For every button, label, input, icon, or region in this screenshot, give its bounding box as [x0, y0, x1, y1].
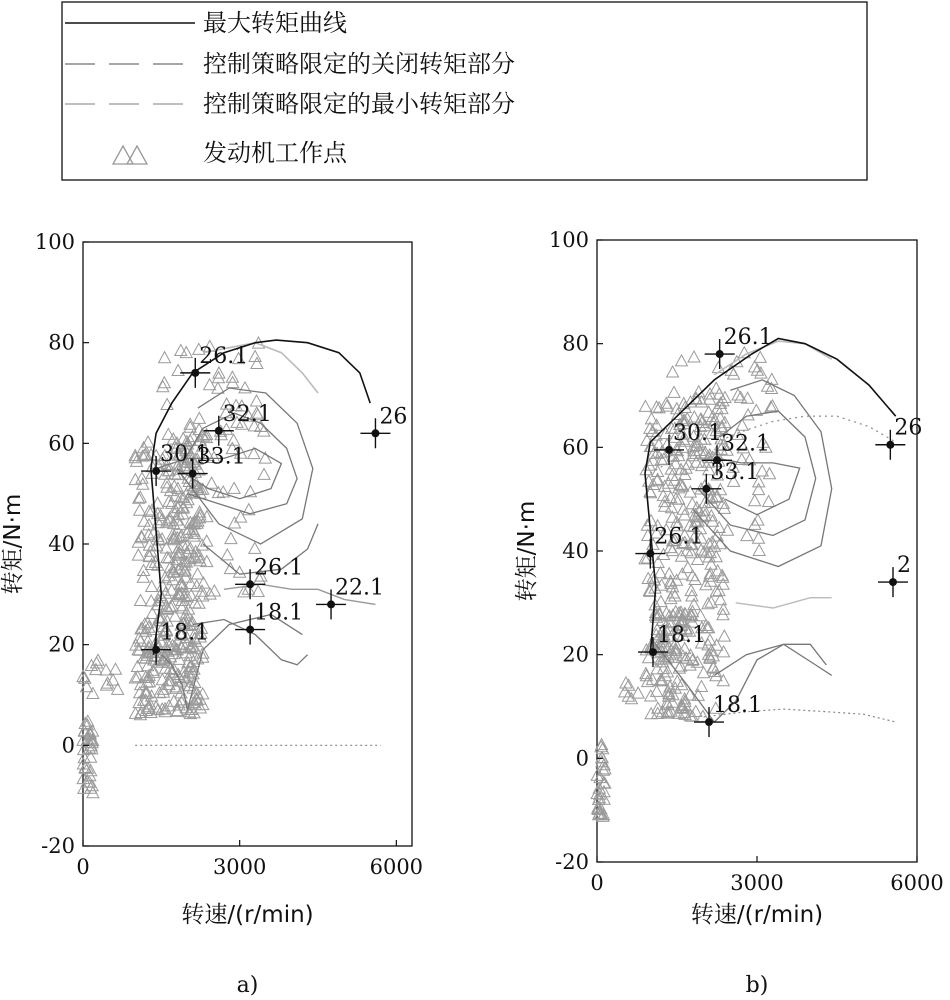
subplot-label: b) [745, 973, 769, 998]
operating-point [134, 504, 146, 515]
y-tick-label: 80 [48, 330, 75, 355]
marker-dot [246, 580, 254, 588]
x-tick-label: 0 [590, 871, 604, 895]
operating-point [87, 688, 99, 699]
marker-label: 33.1 [710, 459, 760, 485]
legend-label-min-torque: 控制策略限定的最小转矩部分 [203, 90, 515, 118]
marker-dot [665, 446, 673, 454]
marker-dot [246, 626, 254, 634]
marker-label: 26.1 [199, 343, 249, 369]
operating-point [102, 677, 114, 688]
operating-point [661, 666, 673, 677]
y-tick-label: -20 [41, 834, 75, 858]
marker-label: 18.1 [713, 693, 762, 719]
operating-point [763, 496, 775, 507]
operating-point [251, 358, 263, 369]
operating-point [703, 406, 715, 417]
marker-dot [371, 429, 379, 437]
marker-label: 2 [897, 553, 911, 579]
operating-point [193, 412, 205, 423]
operating-points [591, 347, 778, 822]
y-tick-label: 0 [61, 733, 75, 758]
y-axis-title: 转矩/N·m [514, 500, 540, 602]
legend-label-max-torque: 最大转矩曲线 [203, 9, 347, 37]
operating-point [667, 366, 679, 377]
y-tick-label: 20 [562, 642, 589, 667]
operating-point [208, 585, 220, 596]
y-tick-label: -20 [555, 850, 589, 874]
operating-point [668, 386, 680, 397]
y-tick-label: 80 [562, 331, 589, 356]
operating-point [228, 482, 240, 493]
operating-point [159, 352, 171, 363]
y-tick-label: 60 [48, 431, 75, 456]
operating-point [135, 595, 147, 606]
y-tick-label: 40 [48, 532, 75, 556]
legend-label-operating-points: 发动机工作点 [203, 139, 347, 167]
operating-point [192, 568, 204, 579]
operating-point [639, 400, 651, 411]
operating-point [742, 392, 754, 403]
marker-label: 26.1 [254, 555, 304, 581]
operating-point [753, 484, 765, 495]
operating-point [749, 495, 761, 506]
marker-dot [716, 350, 724, 358]
marker-dot [702, 485, 710, 493]
operating-point [753, 545, 765, 556]
operating-point [685, 585, 697, 596]
x-tick-label: 0 [76, 855, 90, 879]
operating-point [132, 549, 144, 560]
marker-dot [189, 470, 197, 478]
subplot-label: a) [236, 973, 259, 998]
x-axis-title: 转速/(r/min) [690, 902, 824, 928]
marker-dot [886, 441, 894, 449]
operating-point [212, 382, 224, 393]
marker-dot [889, 578, 897, 586]
operating-point [258, 468, 270, 479]
marker-label: 18.1 [160, 620, 210, 646]
y-tick-label: 60 [562, 435, 589, 460]
plot-frame [83, 242, 412, 846]
marker-label: 18.1 [657, 623, 706, 649]
legend [62, 2, 867, 180]
operating-point [201, 556, 213, 567]
y-tick-label: 100 [34, 230, 75, 254]
y-tick-label: 100 [548, 228, 589, 252]
operating-point [712, 362, 724, 373]
marker-label: 26 [379, 404, 408, 430]
marker-label: 32.1 [721, 431, 770, 457]
operating-point [252, 586, 264, 597]
marker-dot [705, 718, 713, 726]
operating-point [688, 351, 700, 362]
marker-dot [646, 550, 654, 558]
operating-point [225, 533, 237, 544]
operating-point [754, 351, 766, 362]
marker-dot [327, 600, 335, 608]
y-tick-label: 20 [48, 632, 75, 657]
operating-point [140, 448, 152, 459]
marker-label: 26.1 [654, 524, 704, 550]
mid-torque-line [736, 598, 832, 608]
marker-label: 26 [894, 415, 923, 441]
operating-point [718, 630, 730, 641]
marker-label: 33.1 [196, 444, 246, 470]
operating-point [709, 540, 721, 551]
marker-label: 32.1 [222, 401, 272, 427]
x-tick-label: 6000 [890, 871, 944, 895]
operating-point [646, 413, 658, 424]
operating-point [686, 498, 698, 509]
x-tick-label: 3000 [730, 871, 784, 895]
marker-dot [191, 369, 199, 377]
operating-point [172, 365, 184, 376]
operating-point [224, 563, 236, 574]
x-axis-title: 转速/(r/min) [181, 902, 314, 928]
marker-dot [152, 646, 160, 654]
marker-label: 26.1 [723, 325, 773, 351]
operating-point [705, 596, 717, 607]
operating-point [249, 542, 261, 553]
marker-label: 22.1 [335, 575, 385, 601]
marker-dot [215, 427, 223, 435]
legend-label-closed-torque: 控制策略限定的关闭转矩部分 [203, 50, 515, 78]
operating-point [193, 597, 205, 608]
operating-point [741, 530, 753, 541]
operating-point [718, 646, 730, 657]
operating-point [764, 468, 776, 479]
y-axis-title: 转矩/N·m [0, 493, 26, 595]
marker-dot [152, 467, 160, 475]
operating-point [753, 532, 765, 543]
marker-label: 30.1 [673, 420, 722, 446]
marker-label: 30.1 [160, 442, 210, 468]
operating-point [717, 497, 729, 508]
y-tick-label: 40 [562, 539, 589, 563]
marker-label: 18.1 [254, 600, 304, 626]
operating-point [110, 663, 122, 674]
operating-point [221, 549, 233, 560]
operating-point [755, 367, 767, 378]
operating-point [696, 681, 708, 692]
y-tick-label: 0 [575, 746, 589, 771]
x-tick-label: 3000 [212, 855, 267, 879]
marker-dot [649, 648, 657, 656]
chart-panel-b [514, 228, 944, 998]
operating-point [85, 765, 97, 776]
operating-point [206, 477, 218, 488]
chart-panel-a [0, 230, 423, 998]
x-tick-label: 6000 [369, 855, 424, 879]
operating-point [676, 355, 688, 366]
